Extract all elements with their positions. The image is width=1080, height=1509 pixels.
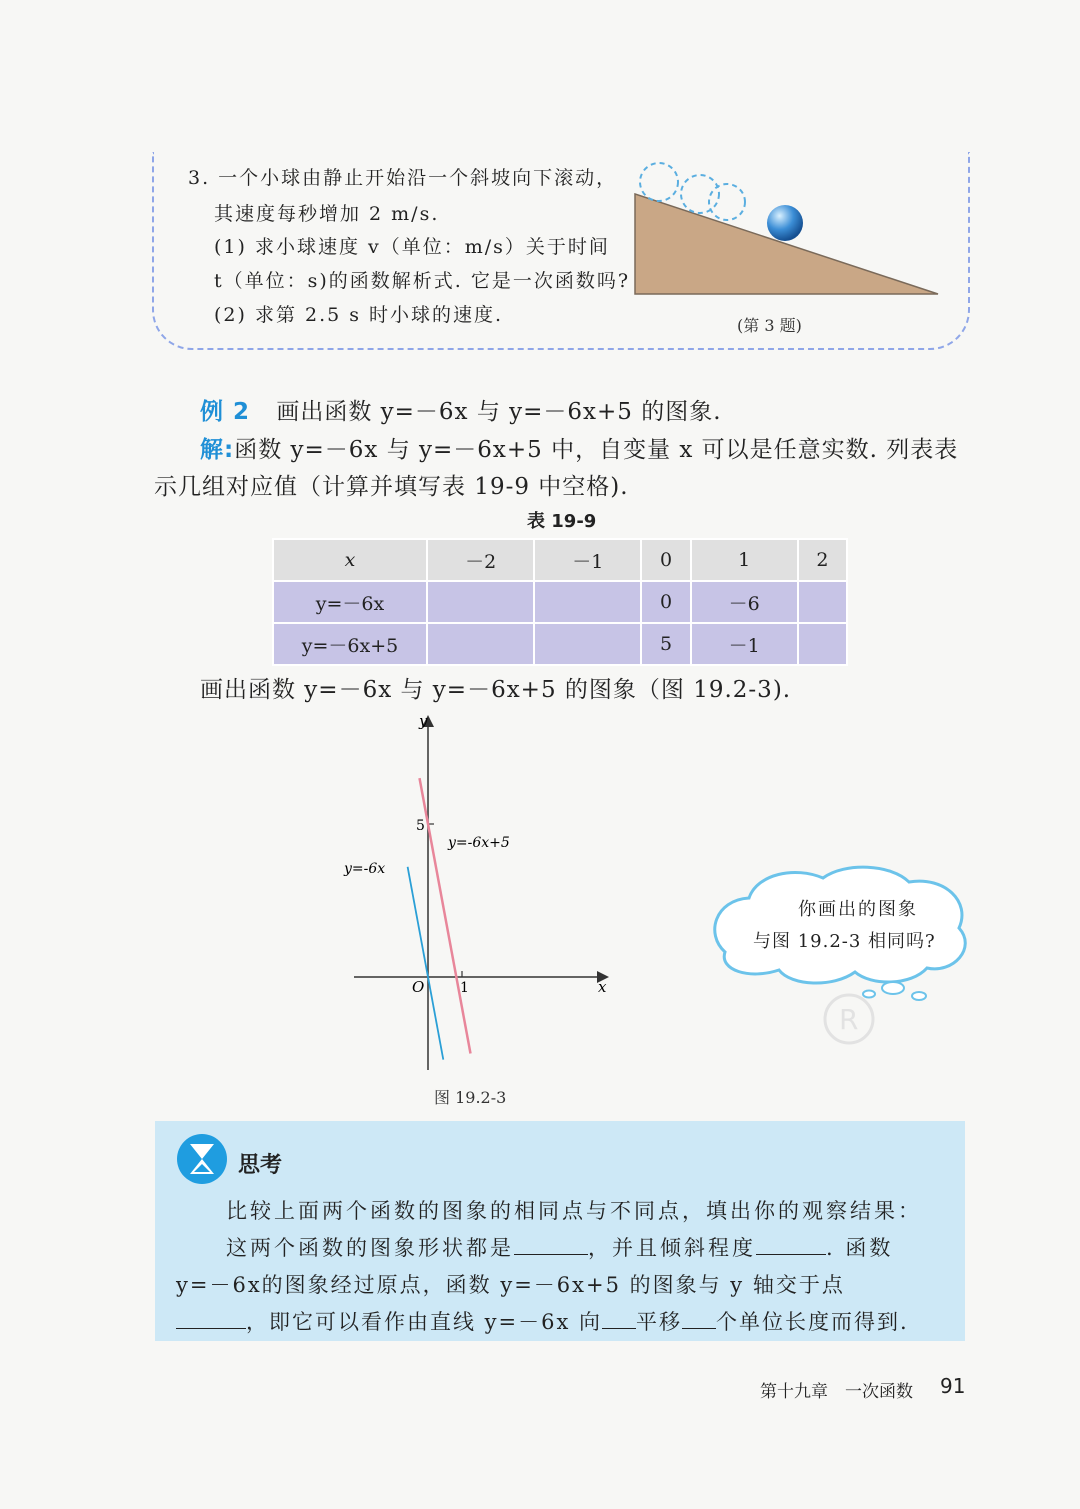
table-cell: y=－6x (273, 581, 427, 623)
line-y-neg6x-plus5 (420, 778, 471, 1053)
think-text: ，并且倾斜程度 (588, 1236, 756, 1260)
draw-instruction: 画出函数 y=－6x 与 y=－6x+5 的图象（图 19.2-3). (200, 677, 792, 703)
chapter-footer: 第十九章 一次函数 (760, 1382, 913, 1402)
fill-blank[interactable] (682, 1310, 716, 1329)
table-cell: 5 (641, 623, 690, 665)
think-text: 个单位长度而得到. (716, 1310, 909, 1334)
exercise-line-1: 3. 一个小球由静止开始沿一个斜坡向下滚动， (188, 167, 618, 189)
table-cell: －1 (691, 623, 798, 665)
solution-label: 解: (200, 437, 235, 463)
exercise-figure-caption: (第 3 题) (737, 316, 802, 335)
exercise-line-4: t（单位：s)的函数解析式. 它是一次函数吗? (214, 270, 631, 292)
table-header-cell: 1 (691, 539, 798, 581)
table-header-cell: －2 (427, 539, 534, 581)
exercise-line-3: (1) 求小球速度 v（单位：m/s）关于时间 (214, 236, 610, 258)
think-line-3: y=－6x的图象经过原点，函数 y=－6x+5 的图象与 y 轴交于点 (176, 1273, 845, 1297)
bubble-dot (912, 992, 926, 1000)
line-y-neg6x (408, 867, 444, 1060)
table-header-cell: 2 (798, 539, 847, 581)
x-axis-label: x (598, 978, 607, 996)
slope-figure (628, 158, 948, 308)
origin-label: O (412, 978, 425, 996)
thought-bubble-shape (715, 867, 965, 983)
think-icon (176, 1133, 228, 1185)
graph-caption: 图 19.2-3 (434, 1088, 507, 1107)
solution-line-1-wrap (200, 431, 958, 464)
table-header-cell: 0 (641, 539, 690, 581)
table-cell-blank[interactable] (427, 581, 534, 623)
table-cell-blank[interactable] (798, 581, 847, 623)
page-number: 91 (940, 1374, 966, 1398)
y-tick-label: 5 (416, 818, 425, 834)
table-header-row (273, 539, 847, 581)
y-axis-label: y (419, 712, 428, 730)
value-table (272, 538, 848, 666)
bubble-line-1: 你画出的图象 (798, 899, 918, 920)
think-text: 这两个函数的图象形状都是 (226, 1236, 514, 1260)
table-row (273, 581, 847, 623)
example-heading (200, 393, 722, 426)
think-line-1: 比较上面两个函数的图象的相同点与不同点，填出你的观察结果： (226, 1199, 922, 1223)
exercise-line-2: 其速度每秒增加 2 m/s. (214, 203, 440, 225)
series-label-pink: y=-6x+5 (448, 835, 510, 851)
x-tick-label: 1 (460, 980, 469, 996)
table-row (273, 623, 847, 665)
svg-text:R: R (839, 1003, 859, 1036)
solution-line-2: 示几组对应值（计算并填写表 19-9 中空格). (154, 474, 629, 500)
table-cell: 0 (641, 581, 690, 623)
ball (767, 205, 803, 241)
ghost-ball (709, 184, 745, 220)
think-title: 思考 (238, 1153, 283, 1178)
table-cell-blank[interactable] (798, 623, 847, 665)
table-cell: －6 (691, 581, 798, 623)
series-label-blue: y=-6x (344, 861, 386, 877)
example-statement: 画出函数 y=－6x 与 y=－6x+5 的图象. (276, 399, 722, 425)
fill-blank[interactable] (176, 1310, 246, 1329)
function-graph (330, 708, 620, 1078)
table-header-cell: －1 (534, 539, 641, 581)
solution-line-1: 函数 y=－6x 与 y=－6x+5 中，自变量 x 可以是任意实数. 列表表 (234, 437, 959, 463)
think-text: ，即它可以看作由直线 y=－6x 向 (246, 1310, 603, 1334)
think-line-4 (176, 1306, 909, 1336)
table-header-cell: x (273, 539, 427, 581)
think-line-2 (226, 1232, 893, 1262)
ghost-ball (640, 163, 678, 201)
fill-blank[interactable] (514, 1236, 588, 1255)
table-cell-blank[interactable] (427, 623, 534, 665)
example-label: 例 2 (200, 399, 251, 425)
table-cell-blank[interactable] (534, 581, 641, 623)
table-cell-blank[interactable] (534, 623, 641, 665)
fill-blank[interactable] (602, 1310, 636, 1329)
think-text: 平移 (636, 1310, 683, 1334)
table-title: 表 19-9 (527, 511, 597, 532)
bubble-dot (882, 982, 904, 994)
registered-watermark (822, 992, 876, 1046)
fill-blank[interactable] (756, 1236, 826, 1255)
exercise-line-5: (2) 求第 2.5 s 时小球的速度. (214, 304, 504, 326)
think-text: . 函数 (826, 1236, 894, 1260)
ghost-ball (681, 175, 719, 213)
table-cell: y=－6x+5 (273, 623, 427, 665)
bubble-line-2: 与图 19.2-3 相同吗? (753, 931, 936, 952)
